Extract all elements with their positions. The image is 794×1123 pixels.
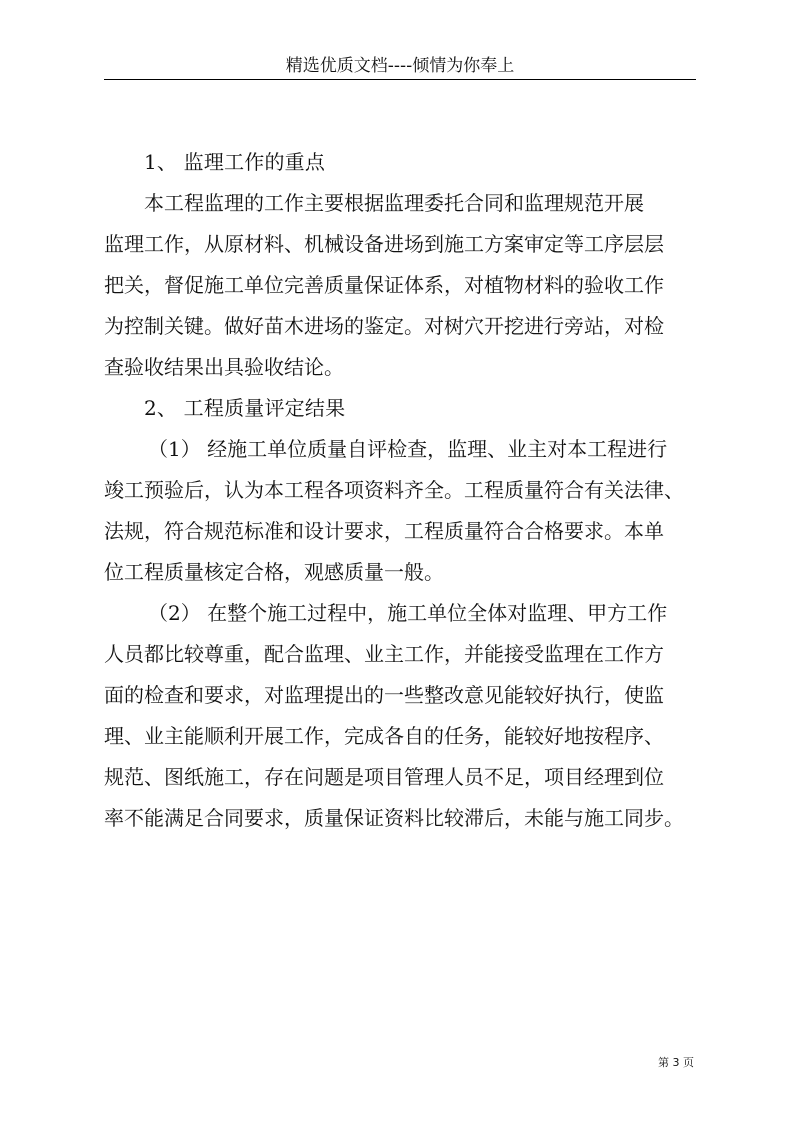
paragraph-line: （1） 经施工单位质量自评检查，监理、业主对本工程进行	[148, 437, 668, 461]
page-header	[104, 46, 696, 80]
paragraph-line: 规范、图纸施工，存在问题是项目管理人员不足，项目经理到位	[104, 765, 664, 789]
section-heading-1: 1、 监理工作的重点	[144, 150, 326, 174]
paragraph-line: 位工程质量核定合格，观感质量一般。	[104, 560, 444, 584]
paragraph-line: 面的检查和要求，对监理提出的一些整改意见能较好执行，使监	[104, 683, 664, 707]
paragraph-line: 法规，符合规范标准和设计要求，工程质量符合合格要求。本单	[104, 519, 664, 543]
paragraph-line: 率不能满足合同要求，质量保证资料比较滞后，未能与施工同步。	[104, 806, 684, 830]
page-number: 第 3 页	[658, 1056, 694, 1069]
paragraph-line: 查验收结果出具验收结论。	[104, 355, 344, 379]
paragraph-line: 人员都比较尊重，配合监理、业主工作，并能接受监理在工作方	[104, 642, 664, 666]
paragraph-line: 为控制关键。做好苗木进场的鉴定。对树穴开挖进行旁站，对检	[104, 314, 664, 338]
paragraph-line: （2） 在整个施工过程中，施工单位全体对监理、甲方工作	[148, 601, 668, 625]
paragraph-line: 本工程监理的工作主要根据监理委托合同和监理规范开展	[144, 191, 644, 215]
paragraph-line: 理、业主能顺利开展工作，完成各自的任务，能较好地按程序、	[104, 724, 664, 748]
paragraph-line: 竣工预验后，认为本工程各项资料齐全。工程质量符合有关法律、	[104, 478, 684, 502]
paragraph-line: 把关，督促施工单位完善质量保证体系，对植物材料的验收工作	[104, 273, 664, 297]
document-body	[104, 142, 696, 839]
header-title: 精选优质文档----倾情为你奉上	[285, 56, 515, 76]
section-heading-2: 2、 工程质量评定结果	[144, 396, 346, 420]
paragraph-line: 监理工作，从原材料、机械设备进场到施工方案审定等工序层层	[104, 232, 664, 256]
